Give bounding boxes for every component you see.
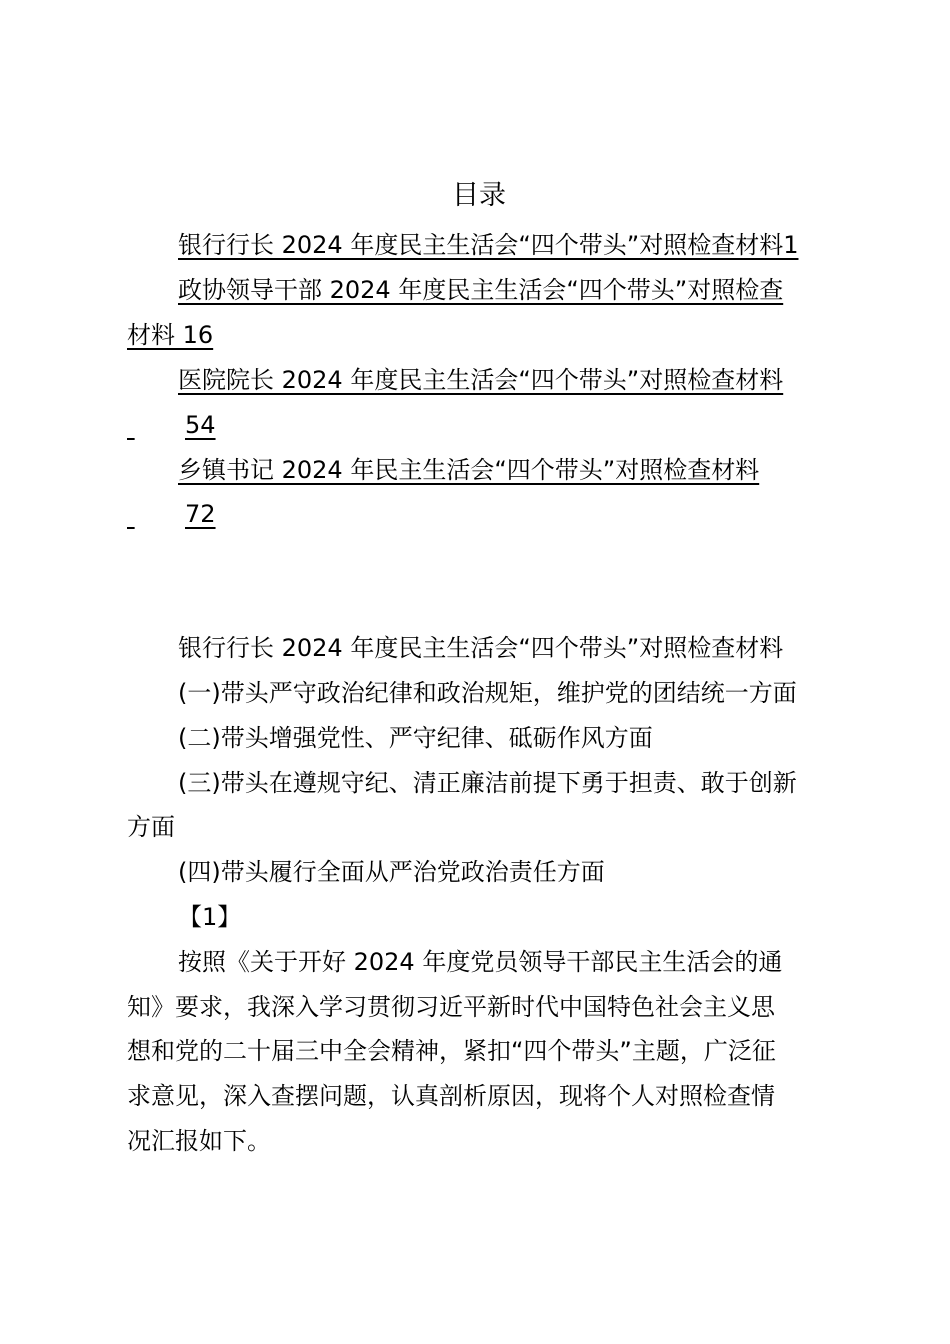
document-heading: 银行行长 2024 年度民主生活会“四个带头”对照检查材料 bbox=[178, 634, 784, 662]
toc-entry-1-link[interactable]: 银行行长 2024 年度民主生活会“四个带头”对照检查材料1 bbox=[178, 231, 799, 259]
outline-item-1: (一)带头严守政治纪律和政治规矩，维护党的团结统一方面 bbox=[178, 679, 797, 707]
paragraph-line-5: 况汇报如下。 bbox=[127, 1127, 271, 1155]
outline-item-3: (三)带头在遵规守纪、清正廉洁前提下勇于担责、敢于创新 bbox=[178, 769, 797, 797]
section-marker: 【1】 bbox=[178, 903, 242, 931]
toc-title: 目录 bbox=[452, 180, 506, 211]
paragraph-line-1: 按照《关于开好 2024 年度党员领导干部民主生活会的通 bbox=[178, 948, 783, 976]
toc-entry-3-leader bbox=[127, 409, 185, 441]
toc-entry-1[interactable] bbox=[178, 229, 798, 261]
outline-item-4: (四)带头履行全面从严治党政治责任方面 bbox=[178, 858, 605, 886]
toc-entry-3-page[interactable]: 54 bbox=[185, 411, 216, 439]
toc-entry-2[interactable] bbox=[178, 274, 783, 306]
toc-entry-3-link[interactable]: 医院院长 2024 年度民主生活会“四个带头”对照检查材料 bbox=[178, 366, 784, 394]
outline-item-3-cont: 方面 bbox=[127, 813, 175, 841]
toc-entry-2-page[interactable]: 材料 16 bbox=[127, 321, 214, 349]
paragraph-line-4: 求意见，深入查摆问题，认真剖析原因，现将个人对照检查情 bbox=[127, 1082, 775, 1110]
paragraph-line-3: 想和党的二十届三中全会精神，紧扣“四个带头”主题，广泛征 bbox=[127, 1037, 776, 1065]
toc-entry-2-cont[interactable] bbox=[127, 319, 213, 351]
toc-entry-4-link[interactable]: 乡镇书记 2024 年民主生活会“四个带头”对照检查材料 bbox=[178, 456, 760, 484]
toc-entry-2-link[interactable]: 政协领导干部 2024 年度民主生活会“四个带头”对照检查 bbox=[178, 276, 784, 304]
paragraph-line-2: 知》要求，我深入学习贯彻习近平新时代中国特色社会主义思 bbox=[127, 993, 775, 1021]
toc-entry-3-cont[interactable] bbox=[127, 409, 216, 441]
outline-item-2: (二)带头增强党性、严守纪律、砥砺作风方面 bbox=[178, 724, 653, 752]
toc-entry-4-cont[interactable] bbox=[127, 498, 216, 530]
toc-entry-4-page[interactable]: 72 bbox=[185, 500, 216, 528]
toc-entry-4-leader bbox=[127, 498, 185, 530]
toc-entry-4[interactable] bbox=[178, 454, 759, 486]
toc-entry-3[interactable] bbox=[178, 364, 783, 396]
